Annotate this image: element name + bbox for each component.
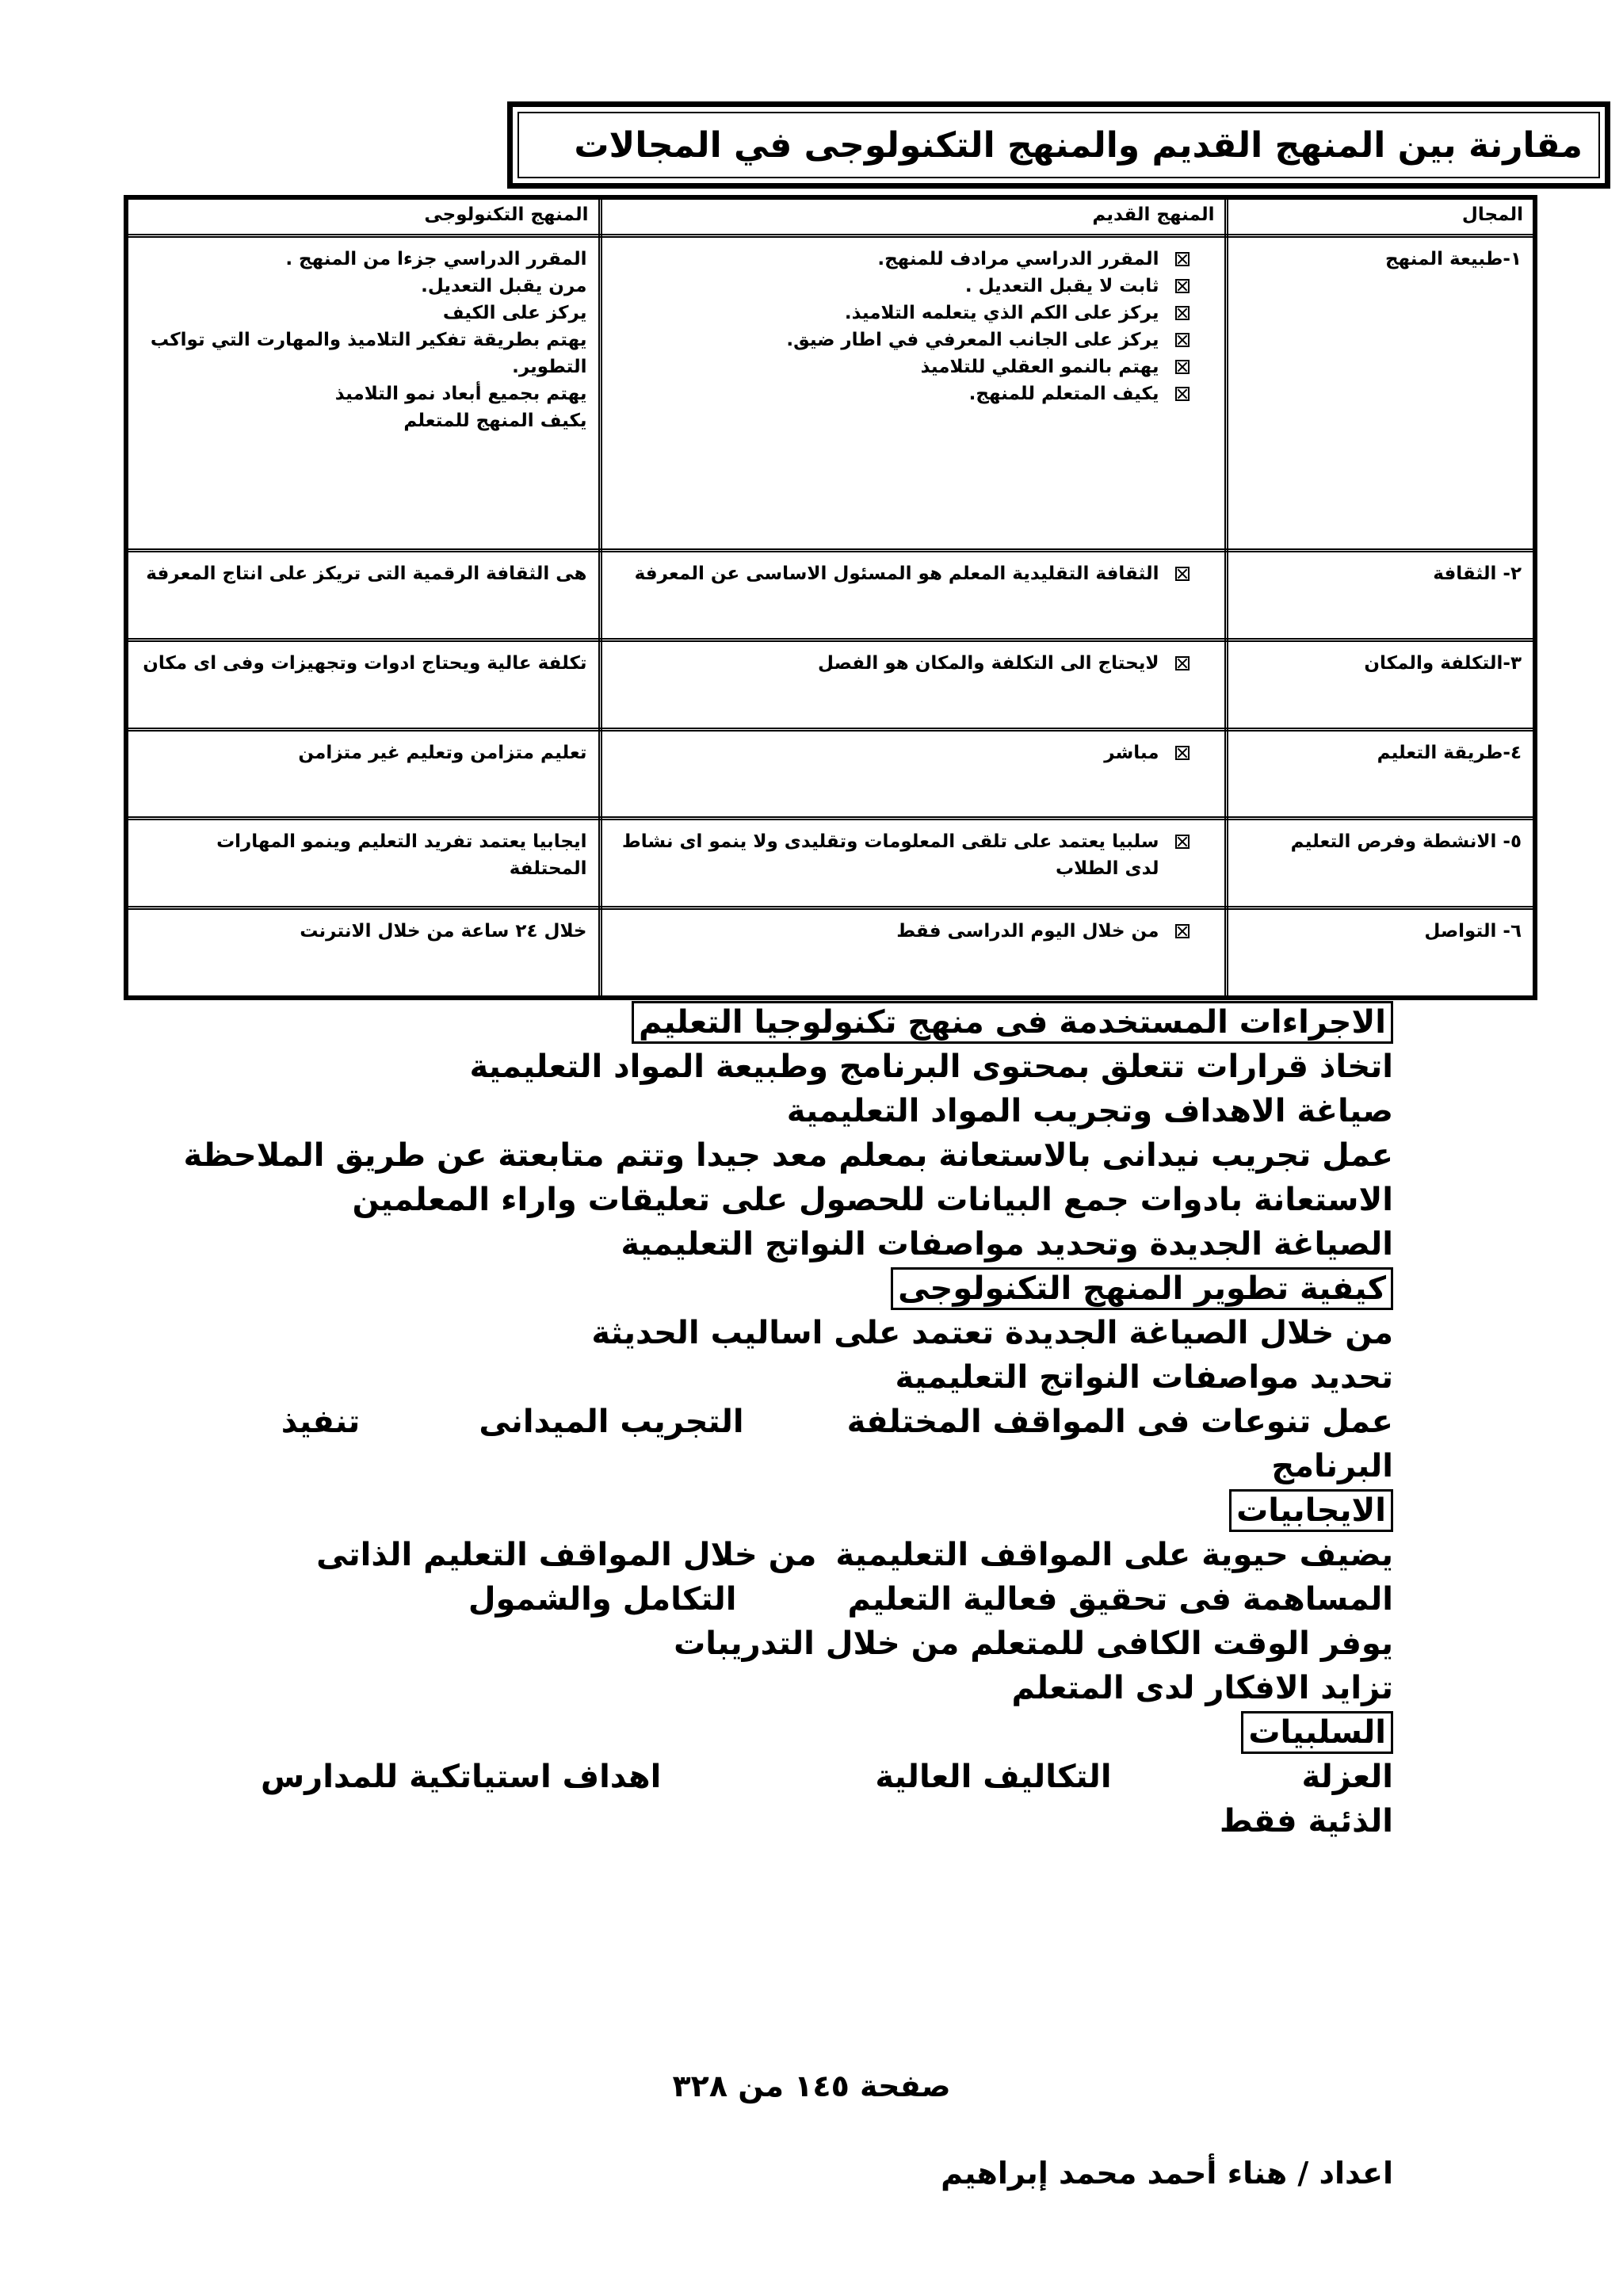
tech-cell: تكلفة عالية ويحتاج ادوات وتجهيزات وفى اى مكان xyxy=(126,640,600,729)
tech-cell: هى الثقافة الرقمية التى تريكز على انتاج المعرفة xyxy=(126,550,600,640)
header-old: المنهج القديم xyxy=(600,197,1226,236)
table-row xyxy=(126,729,1535,819)
checked-box-icon xyxy=(1175,333,1190,347)
tech-item: المقرر الدراسي جزءا من المنهج . xyxy=(285,249,587,269)
title-box xyxy=(507,101,1610,189)
checked-box-icon xyxy=(1175,746,1190,760)
checked-box-icon xyxy=(1175,306,1190,320)
field-cell: ٤-طريقة التعليم xyxy=(1226,729,1535,819)
checked-box-icon xyxy=(1175,656,1190,670)
table-row xyxy=(126,819,1535,908)
old-item: يكيف المتعلم للمنهج. xyxy=(613,380,1213,407)
development-wrap: البرنامج xyxy=(1271,1448,1393,1484)
comparison-table xyxy=(124,195,1537,1000)
table-row xyxy=(126,908,1535,998)
tech-cell xyxy=(126,236,600,551)
tech-item: مرن يقبل التعديل. xyxy=(421,276,587,296)
tech-item: يكيف المنهج للمتعلم xyxy=(403,411,587,431)
old-cell: سلبيا يعتمد على تلقى المعلومات وتقليدى ولا ينمو اى نشاط لدى الطلاب xyxy=(600,819,1226,908)
checked-box-icon xyxy=(1175,387,1190,401)
development-item: من خلال الصياغة الجديدة تعتمد على اساليب الحديثة xyxy=(591,1315,1393,1351)
checked-box-icon xyxy=(1175,835,1190,849)
old-item: ثابت لا يقبل التعديل . xyxy=(613,273,1213,300)
table-row xyxy=(126,640,1535,729)
page-number: صفحة ١٤٥ من ٣٢٨ xyxy=(672,2069,951,2103)
old-cell: مباشر xyxy=(600,729,1226,819)
table-header-row xyxy=(126,197,1535,236)
old-cell: لايحتاج الى التكلفة والمكان هو الفصل xyxy=(600,640,1226,729)
page-title: مقارنة بين المنهج القديم والمنهج التكنولوجى في المجالات xyxy=(574,124,1583,166)
header-field: المجال xyxy=(1226,197,1535,236)
old-item: يركز على الجانب المعرفي في اطار ضيق. xyxy=(613,327,1213,353)
development-item: تحديد مواصفات النواتج التعليمية xyxy=(895,1359,1393,1396)
field-cell: ٦- التواصل xyxy=(1226,908,1535,998)
checked-box-icon xyxy=(1175,279,1190,293)
development-heading: كيفية تطوير المنهج التكنولوجى xyxy=(891,1267,1393,1310)
table-row xyxy=(126,550,1535,640)
body-text xyxy=(183,1000,1393,1843)
development-split-line: عمل تنوعات فى المواقف المختلفة التجريب الميدانى تنفيذ xyxy=(281,1404,1393,1440)
negatives-line-1: العزلة التكاليف العالية اهداف استياتكية للمدارس xyxy=(260,1759,1393,1795)
procedures-heading: الاجراءات المستخدمة فى منهج تكنولوجيا التعليم xyxy=(632,1001,1393,1044)
checked-box-icon xyxy=(1175,924,1190,938)
checked-box-icon xyxy=(1175,567,1190,581)
old-item: يهتم بالنمو العقلي للتلاميذ xyxy=(613,353,1213,380)
positives-line-1: يضيف حيوية على المواقف التعليمية من خلال المواقف التعليم الذاتى xyxy=(316,1537,1393,1573)
procedure-item: الاستعانة بادوات جمع البيانات للحصول على تعليقات واراء المعلمين xyxy=(352,1182,1393,1218)
table-row xyxy=(126,236,1535,551)
old-cell: من خلال اليوم الدراسى فقط xyxy=(600,908,1226,998)
field-cell: ٢- الثقافة xyxy=(1226,550,1535,640)
field-cell: ٥- الانشطة وفرص التعليم xyxy=(1226,819,1535,908)
checked-box-icon xyxy=(1175,360,1190,374)
tech-item: يهتم بطريقة تفكير التلاميذ والمهارت التي تواكب التطوير. xyxy=(150,330,587,377)
procedure-item: صياغة الاهداف وتجريب المواد التعليمية xyxy=(786,1093,1393,1129)
old-cell xyxy=(600,236,1226,551)
positives-item: تزايد الافكار لدى المتعلم xyxy=(1011,1670,1393,1706)
field-cell: ٣-التكلفة والمكان xyxy=(1226,640,1535,729)
tech-cell: تعليم متزامن وتعليم غير متزامن xyxy=(126,729,600,819)
negatives-heading: السلبيات xyxy=(1241,1711,1393,1754)
old-cell: الثقافة التقليدية المعلم هو المسئول الاساسى عن المعرفة xyxy=(600,550,1226,640)
positives-item: يوفر الوقت الكافى للمتعلم من خلال التدريبات xyxy=(674,1626,1393,1662)
positives-heading: الايجابيات xyxy=(1229,1489,1393,1532)
checked-box-icon xyxy=(1175,252,1190,266)
procedure-item: الصياغة الجديدة وتحديد مواصفات النواتج التعليمية xyxy=(621,1226,1393,1263)
header-tech: المنهج التكنولوجى xyxy=(126,197,600,236)
procedure-item: عمل تجريب نيدانى بالاستعانة بمعلم معد جيدا وتتم متابعتة عن طريق الملاحظة xyxy=(183,1137,1393,1174)
field-cell: ١-طبيعة المنهج xyxy=(1226,236,1535,551)
old-item: يركز على الكم الذي يتعلمه التلاميذ. xyxy=(613,300,1213,327)
negatives-wrap: الذئية فقط xyxy=(1219,1803,1393,1839)
positives-line-2: المساهمة فى تحقيق فعالية التعليم التكامل والشمول xyxy=(468,1581,1393,1618)
tech-cell: ايجابيا يعتمد تفريد التعليم وينمو المهارات المحتلفة xyxy=(126,819,600,908)
tech-item: يهتم بجميع أبعاد نمو التلاميذ xyxy=(334,384,587,404)
tech-item: يركز على الكيف xyxy=(442,303,587,323)
tech-cell: خلال ٢٤ ساعة من خلال الانترنت xyxy=(126,908,600,998)
procedure-item: اتخاذ قرارات تتعلق بمحتوى البرنامج وطبيعة المواد التعليمية xyxy=(469,1049,1393,1085)
author-credit: اعداد / هناء أحمد محمد إبراهيم xyxy=(941,2156,1393,2191)
old-item: المقرر الدراسي مرادف للمنهج. xyxy=(613,246,1213,273)
